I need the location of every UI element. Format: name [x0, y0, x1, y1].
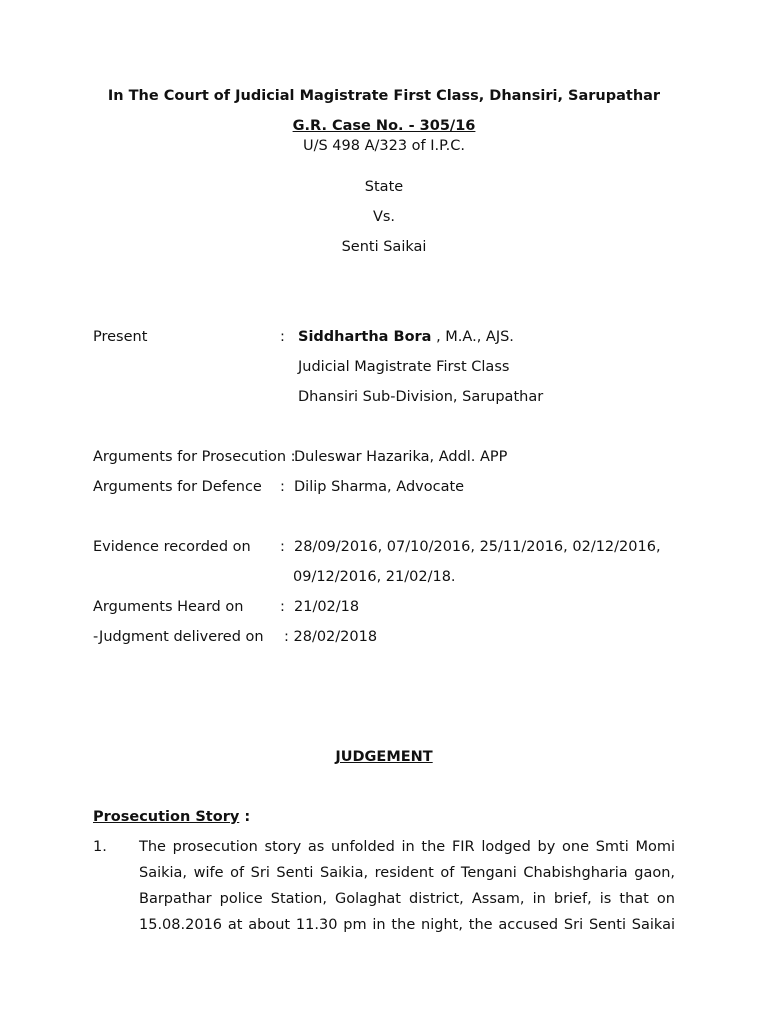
evidence-dates-line1: 28/09/2016, 07/10/2016, 25/11/2016, 02/12/2016, — [294, 539, 661, 555]
magistrate-quals: , M.A., AJS. — [431, 329, 514, 345]
case-number — [0, 118, 768, 135]
prosecution-value: Duleswar Hazarika, Addl. APP — [294, 449, 508, 465]
present-label: Present — [93, 329, 148, 345]
paragraph-line: Saikia, wife of Sri Senti Saikia, resident of Tengani Chabishgharia gaon, — [139, 865, 675, 881]
defence-value: Dilip Sharma, Advocate — [294, 479, 465, 495]
section-text: U/S 498 A/323 of I.P.C. — [303, 138, 465, 154]
defence-colon: : — [280, 479, 285, 495]
evidence-label: Evidence recorded on — [93, 539, 251, 555]
paragraph-number: 1. — [93, 839, 107, 855]
present-value — [298, 329, 514, 346]
delivered-label: -Judgment delivered on — [93, 629, 264, 645]
paragraph-line: Barpathar police Station, Golaghat district, Assam, in brief, is that on — [139, 891, 675, 907]
evidence-dates-line2: 09/12/2016, 21/02/18. — [293, 569, 456, 585]
prosecution-label: Arguments for Prosecution : — [93, 449, 296, 465]
heard-label: Arguments Heard on — [93, 599, 244, 615]
party-accused: Senti Saikai — [341, 239, 427, 255]
prosecution-story-colon: : — [239, 809, 251, 825]
paragraph-line: 15.08.2016 at about 11.30 pm in the night, the accused Sri Senti Saikai — [139, 917, 675, 933]
present-colon: : — [280, 329, 285, 345]
evidence-colon: : — [280, 539, 285, 555]
court-title: In The Court of Judicial Magistrate First Class, Dhansiri, Sarupathar — [107, 88, 661, 104]
paragraph-body — [139, 834, 675, 938]
party-state: State — [364, 179, 404, 195]
delivered-value: : 28/02/2018 — [284, 629, 378, 645]
prosecution-story-heading-text: Prosecution Story — [93, 809, 240, 825]
versus-text: Vs. — [372, 209, 396, 225]
case-number-text: G.R. Case No. - 305/16 — [292, 118, 476, 134]
magistrate-designation: Judicial Magistrate First Class — [298, 359, 510, 375]
judgement-heading — [0, 749, 768, 766]
prosecution-story-heading — [93, 809, 250, 826]
magistrate-name: Siddhartha Bora — [298, 329, 432, 345]
paragraph-line: The prosecution story as unfolded in the FIR lodged by one Smti Momi — [139, 839, 675, 855]
judgement-heading-text: JUDGEMENT — [335, 749, 433, 765]
heard-value: 21/02/18 — [294, 599, 360, 615]
magistrate-location: Dhansiri Sub-Division, Sarupathar — [298, 389, 544, 405]
defence-label: Arguments for Defence — [93, 479, 262, 495]
heard-colon: : — [280, 599, 285, 615]
